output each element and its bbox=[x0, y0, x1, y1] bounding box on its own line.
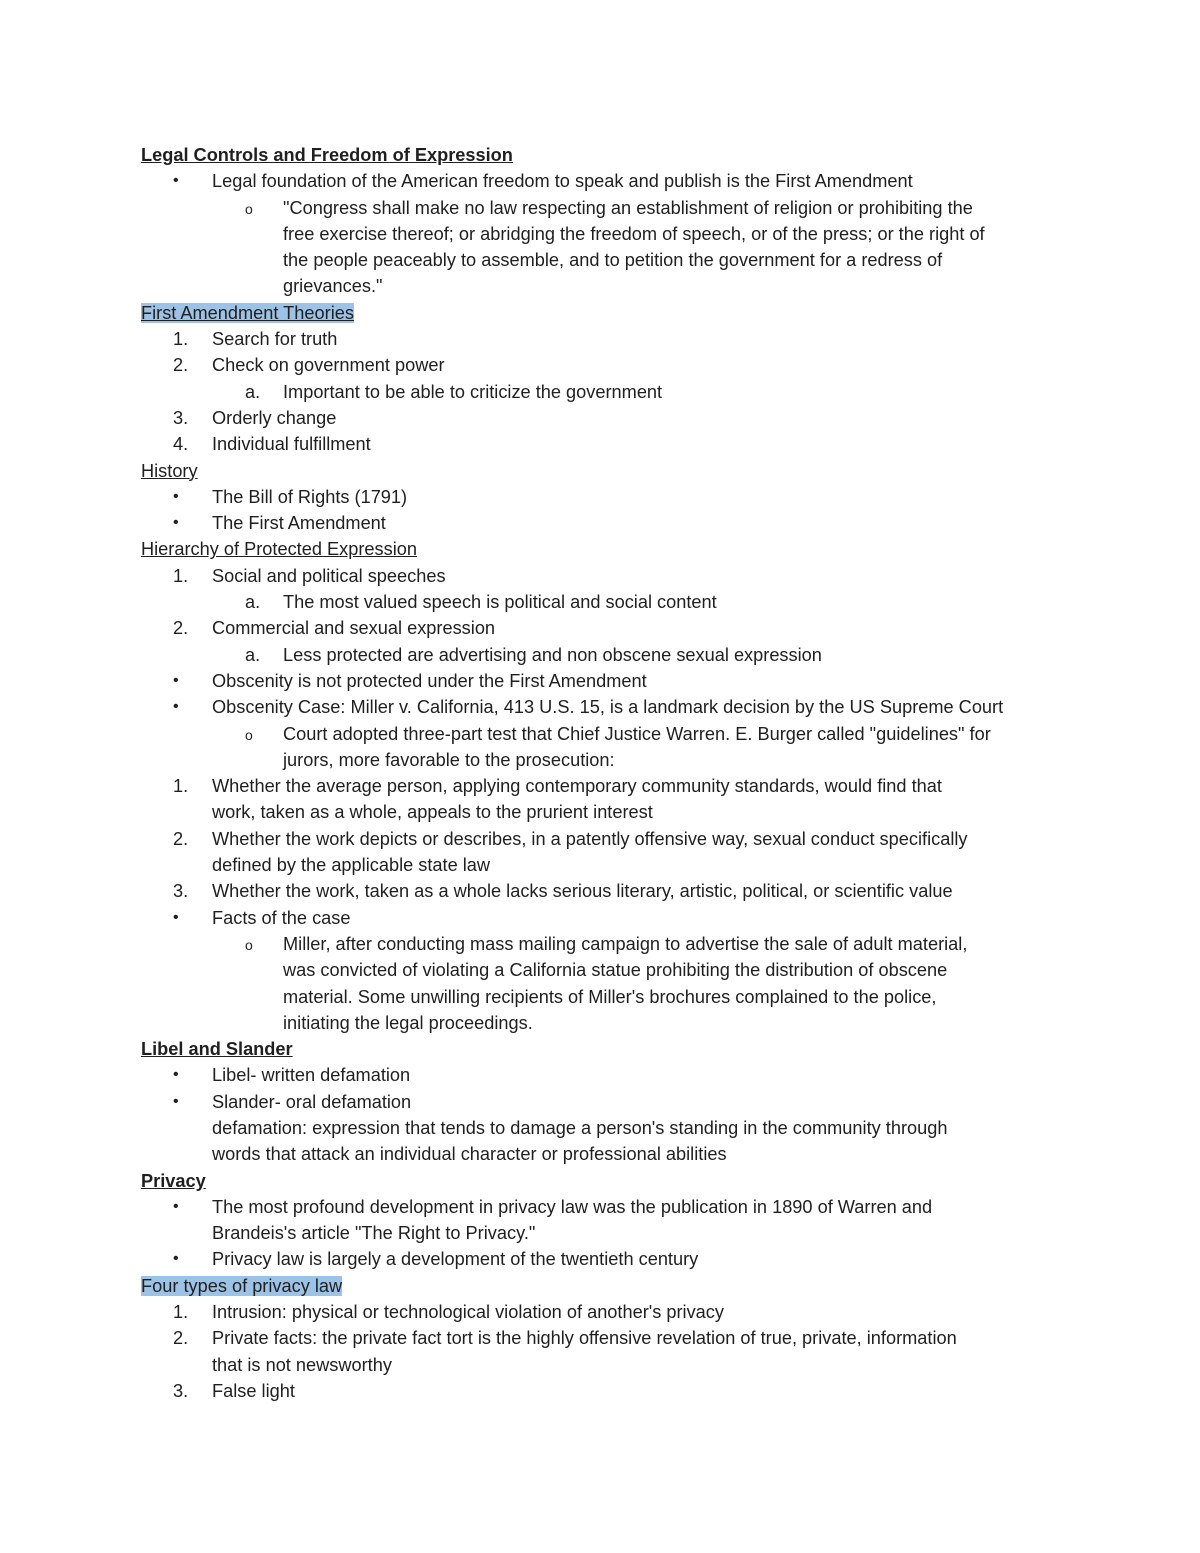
list-item bbox=[141, 984, 1076, 1010]
heading-text: Legal Controls and Freedom of Expression bbox=[141, 145, 513, 165]
item-text: Commercial and sexual expression bbox=[212, 618, 496, 639]
list-number: 2. bbox=[173, 1328, 189, 1349]
bullet-icon: • bbox=[173, 698, 179, 716]
list-item bbox=[141, 747, 1076, 773]
list-number: 4. bbox=[173, 434, 189, 455]
bullet-icon: • bbox=[173, 1250, 179, 1268]
item-text: defined by the applicable state law bbox=[212, 855, 491, 876]
heading-text: History bbox=[141, 460, 198, 481]
section-heading bbox=[141, 536, 1076, 562]
circle-bullet-icon: o bbox=[245, 936, 253, 953]
item-text: The Bill of Rights (1791) bbox=[212, 486, 408, 507]
item-text: Individual fulfillment bbox=[212, 434, 371, 455]
list-item bbox=[141, 721, 1076, 747]
list-item bbox=[141, 668, 1076, 694]
list-number: 2. bbox=[173, 828, 189, 849]
list-item bbox=[141, 905, 1076, 931]
bullet-icon: • bbox=[173, 172, 179, 190]
bullet-icon: • bbox=[173, 1197, 179, 1215]
list-item bbox=[141, 484, 1076, 510]
list-item bbox=[141, 773, 1076, 799]
list-item bbox=[141, 273, 1076, 299]
section-heading bbox=[141, 1273, 1076, 1299]
list-number: a. bbox=[245, 381, 261, 402]
list-item bbox=[141, 563, 1076, 589]
list-item bbox=[141, 195, 1076, 221]
list-item bbox=[141, 589, 1076, 615]
item-text: Whether the work, taken as a whole lacks serious literary, artistic, political, or scientific value bbox=[212, 881, 953, 902]
list-item bbox=[141, 431, 1076, 457]
item-text: words that attack an individual character or professional abilities bbox=[212, 1144, 727, 1165]
heading-text: First Amendment Theories bbox=[141, 302, 354, 323]
item-text: Search for truth bbox=[212, 329, 338, 350]
bullet-icon: • bbox=[173, 514, 179, 532]
item-text: work, taken as a whole, appeals to the prurient interest bbox=[212, 802, 653, 823]
list-item bbox=[141, 826, 1076, 852]
item-text: Miller, after conducting mass mailing campaign to advertise the sale of adult material, bbox=[283, 933, 968, 954]
list-item bbox=[141, 1325, 1076, 1351]
list-item bbox=[141, 352, 1076, 378]
heading-text: Hierarchy of Protected Expression bbox=[141, 539, 417, 560]
item-text: Check on government power bbox=[212, 355, 445, 376]
document-body bbox=[141, 142, 1076, 1404]
item-text: Important to be able to criticize the government bbox=[283, 381, 663, 402]
heading-text: Libel and Slander bbox=[141, 1039, 293, 1060]
item-text: Legal foundation of the American freedom to speak and publish is the First Amendment bbox=[212, 171, 913, 192]
item-text: Whether the work depicts or describes, in a patently offensive way, sexual conduct specifically bbox=[212, 828, 968, 849]
list-number: a. bbox=[245, 592, 261, 613]
bullet-icon: • bbox=[173, 1092, 179, 1110]
list-item bbox=[141, 1194, 1076, 1220]
list-item bbox=[141, 405, 1076, 431]
list-number: 1. bbox=[173, 776, 189, 797]
circle-bullet-icon: o bbox=[245, 726, 253, 743]
list-item bbox=[141, 694, 1076, 720]
section-heading bbox=[141, 1036, 1076, 1062]
bullet-icon: • bbox=[173, 671, 179, 689]
list-number: 3. bbox=[173, 1380, 189, 1401]
list-item bbox=[141, 852, 1076, 878]
list-item bbox=[141, 247, 1076, 273]
item-text: grievances." bbox=[283, 276, 383, 297]
item-text: False light bbox=[212, 1380, 295, 1401]
list-item bbox=[141, 615, 1076, 641]
item-text: material. Some unwilling recipients of Miller's brochures complained to the police, bbox=[283, 986, 937, 1007]
list-number: 2. bbox=[173, 355, 189, 376]
list-item bbox=[141, 1352, 1076, 1378]
bullet-icon: • bbox=[173, 487, 179, 505]
list-item bbox=[141, 1220, 1076, 1246]
list-item bbox=[141, 799, 1076, 825]
item-text: the people peaceably to assemble, and to petition the government for a redress of bbox=[283, 250, 943, 271]
item-text: Orderly change bbox=[212, 407, 337, 428]
item-text: was convicted of violating a California statue prohibiting the distribution of obscene bbox=[283, 960, 948, 981]
circle-bullet-icon: o bbox=[245, 200, 253, 217]
list-item bbox=[141, 221, 1076, 247]
list-item bbox=[141, 1299, 1076, 1325]
list-item bbox=[141, 957, 1076, 983]
list-number: 3. bbox=[173, 407, 189, 428]
list-item bbox=[141, 1010, 1076, 1036]
list-number: 3. bbox=[173, 881, 189, 902]
item-text: Social and political speeches bbox=[212, 565, 446, 586]
item-text: "Congress shall make no law respecting an establishment of religion or prohibiting the bbox=[283, 197, 973, 218]
item-text: free exercise thereof; or abridging the freedom of speech, or of the press; or the right of bbox=[283, 223, 985, 244]
item-text: Libel- written defamation bbox=[212, 1065, 411, 1086]
section-heading bbox=[141, 300, 1076, 326]
list-item bbox=[141, 1141, 1076, 1167]
item-text: Whether the average person, applying contemporary community standards, would find that bbox=[212, 776, 942, 797]
list-item bbox=[141, 1062, 1076, 1088]
list-number: 1. bbox=[173, 1302, 189, 1323]
item-text: Private facts: the private fact tort is the highly offensive revelation of true, private, information bbox=[212, 1328, 957, 1349]
item-text: jurors, more favorable to the prosecution: bbox=[283, 749, 615, 770]
item-text: initiating the legal proceedings. bbox=[283, 1012, 533, 1033]
item-text: Facts of the case bbox=[212, 907, 351, 928]
list-number: 1. bbox=[173, 329, 189, 350]
item-text: Slander- oral defamation bbox=[212, 1091, 412, 1112]
bullet-icon: • bbox=[173, 908, 179, 926]
item-text: Intrusion: physical or technological violation of another's privacy bbox=[212, 1302, 724, 1323]
list-item bbox=[141, 878, 1076, 904]
item-text: Obscenity is not protected under the First Amendment bbox=[212, 670, 647, 691]
list-number: 1. bbox=[173, 565, 189, 586]
list-item bbox=[141, 931, 1076, 957]
list-item bbox=[141, 168, 1076, 194]
item-text: Court adopted three-part test that Chief Justice Warren. E. Burger called "guidelines" for bbox=[283, 723, 991, 744]
list-item bbox=[141, 1089, 1076, 1115]
bullet-icon: • bbox=[173, 1066, 179, 1084]
list-item bbox=[141, 510, 1076, 536]
list-number: a. bbox=[245, 644, 261, 665]
section-heading bbox=[141, 142, 1076, 168]
list-number: 2. bbox=[173, 618, 189, 639]
item-text: The First Amendment bbox=[212, 513, 386, 534]
heading-text: Privacy bbox=[141, 1170, 206, 1191]
section-heading bbox=[141, 458, 1076, 484]
heading-text: Four types of privacy law bbox=[141, 1275, 343, 1296]
list-item bbox=[141, 642, 1076, 668]
list-item bbox=[141, 1115, 1076, 1141]
list-item bbox=[141, 1246, 1076, 1272]
item-text: that is not newsworthy bbox=[212, 1354, 392, 1375]
item-text: Brandeis's article "The Right to Privacy." bbox=[212, 1223, 536, 1244]
item-text: The most profound development in privacy law was the publication in 1890 of Warren and bbox=[212, 1196, 933, 1217]
item-text: Less protected are advertising and non obscene sexual expression bbox=[283, 644, 822, 665]
item-text: The most valued speech is political and social content bbox=[283, 592, 717, 613]
list-item bbox=[141, 326, 1076, 352]
section-heading bbox=[141, 1168, 1076, 1194]
item-text: defamation: expression that tends to damage a person's standing in the community through bbox=[212, 1117, 948, 1138]
item-text: Obscenity Case: Miller v. California, 413 U.S. 15, is a landmark decision by the US Supreme Court bbox=[212, 697, 1004, 718]
list-item bbox=[141, 1378, 1076, 1404]
list-item bbox=[141, 379, 1076, 405]
item-text: Privacy law is largely a development of the twentieth century bbox=[212, 1249, 699, 1270]
